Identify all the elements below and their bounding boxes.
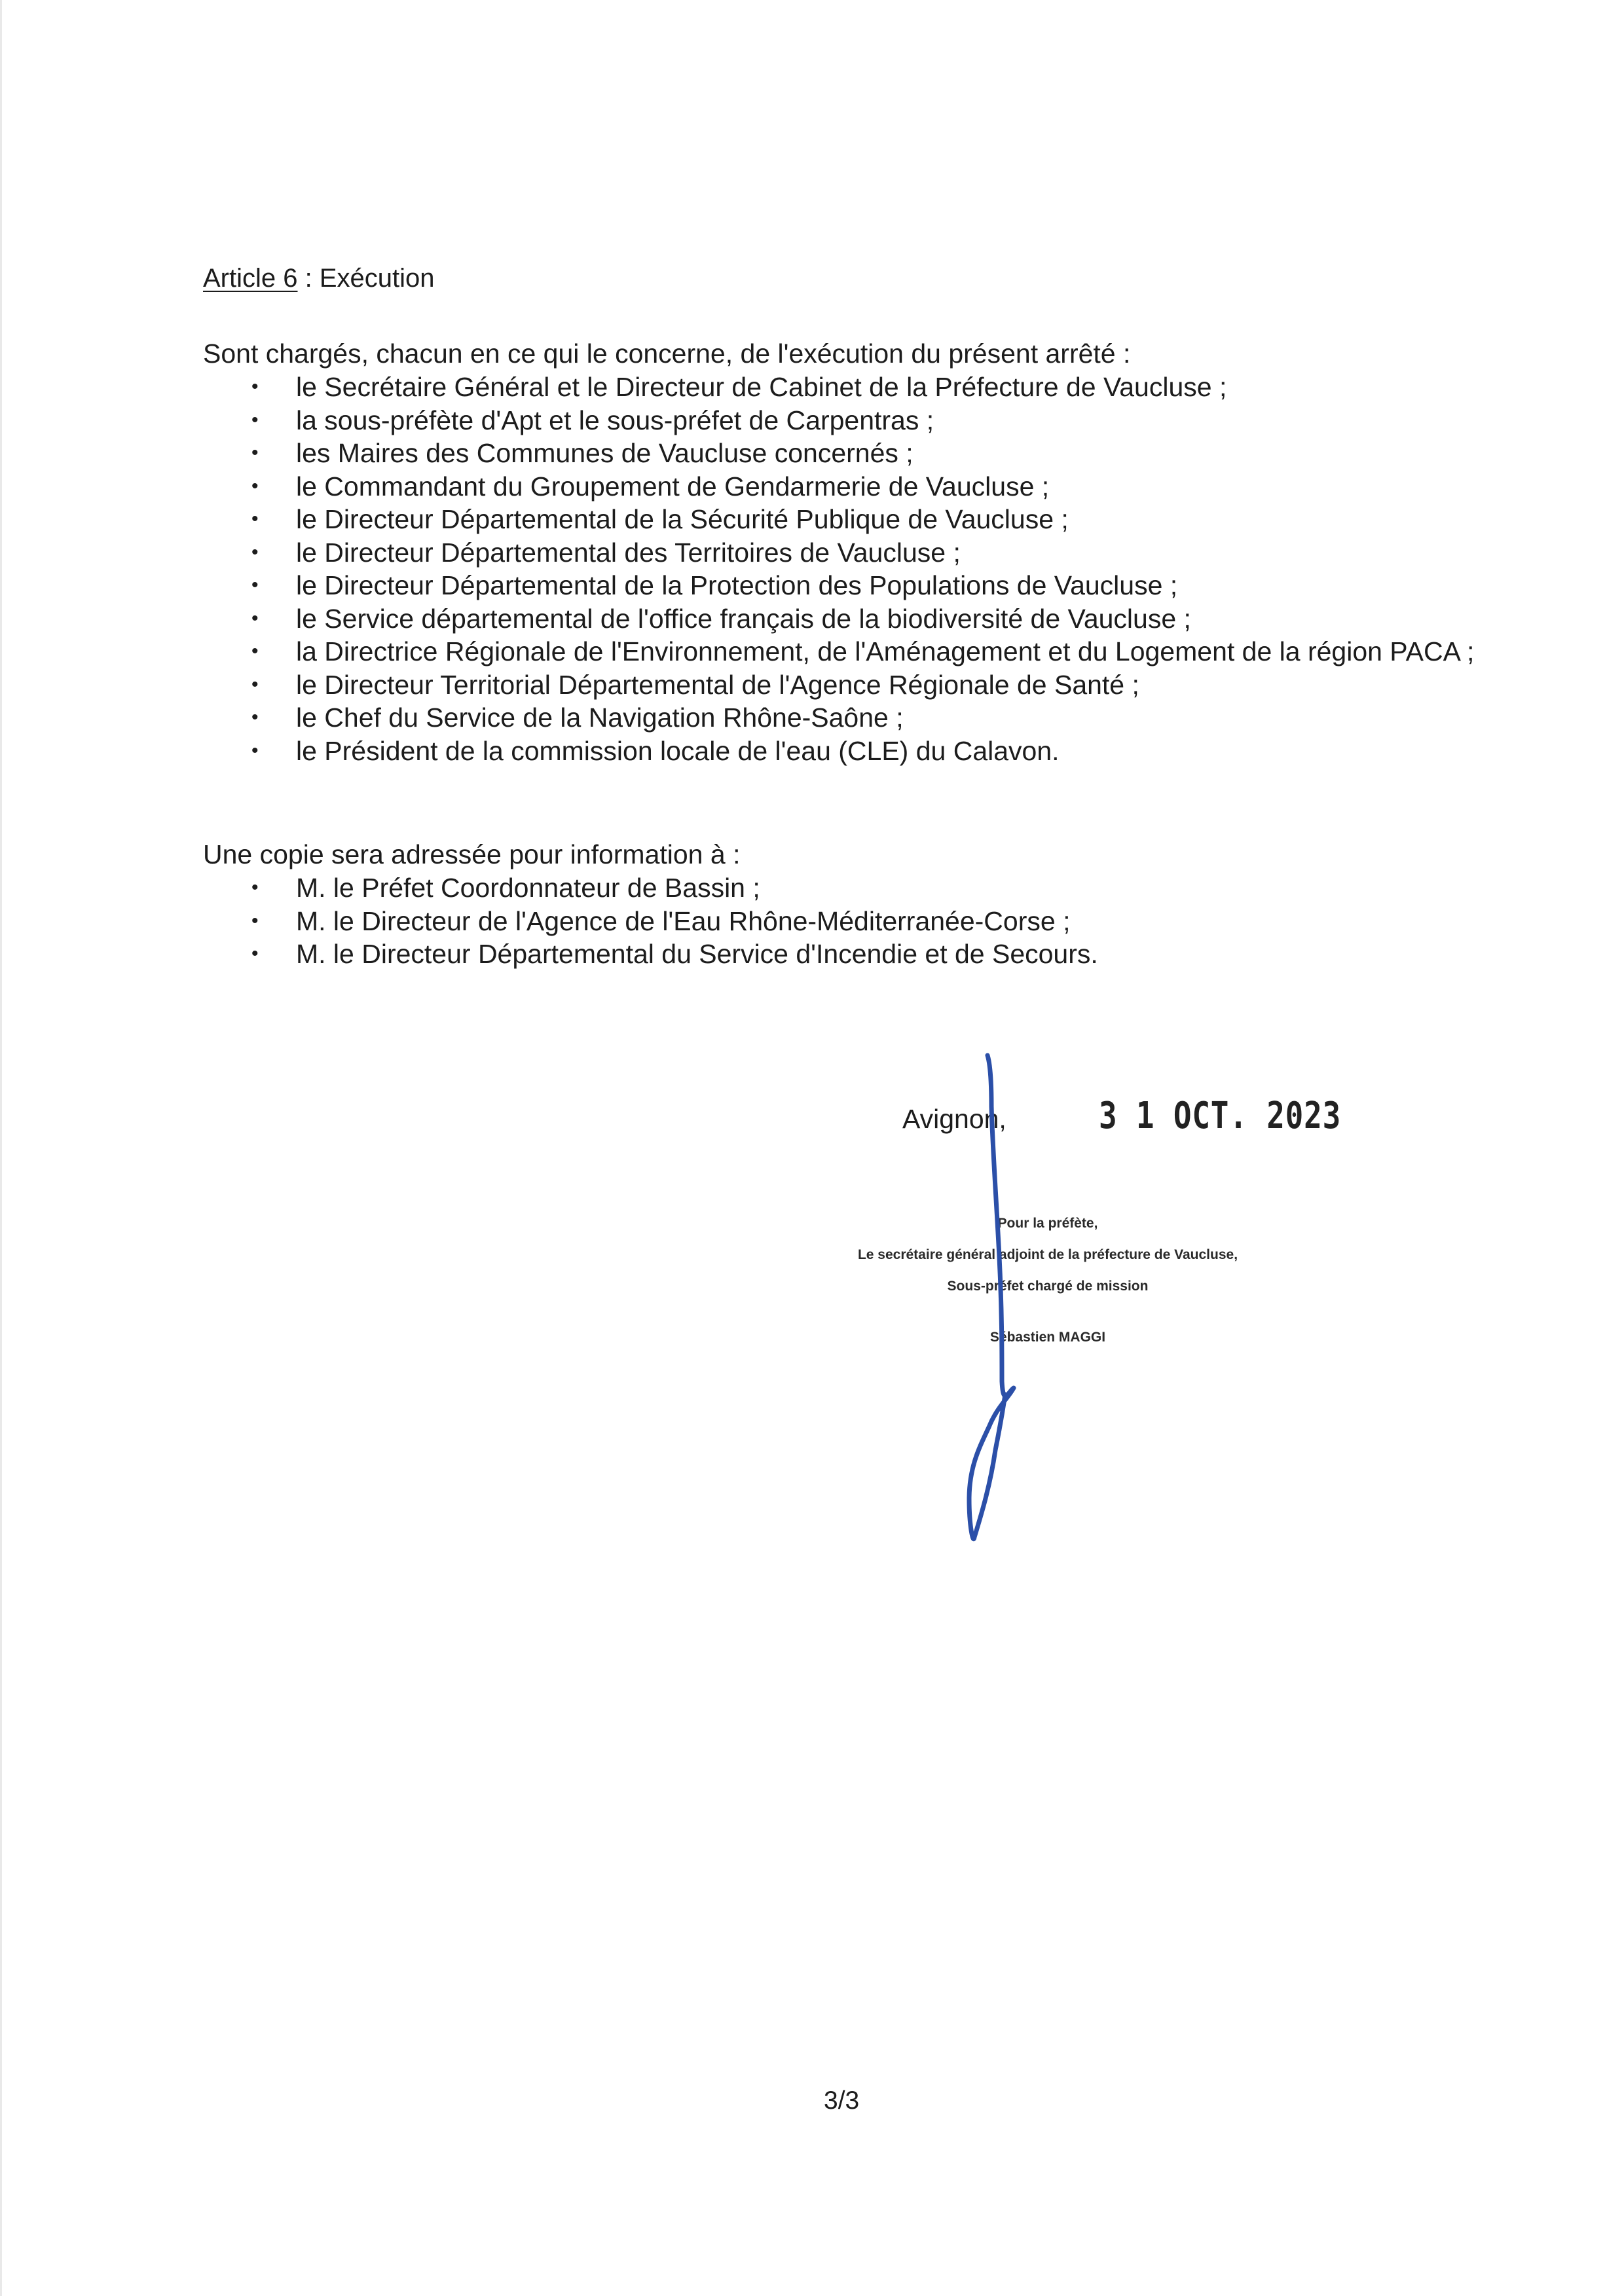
signature-block	[720, 1208, 1375, 1353]
bullet-icon: •	[251, 673, 259, 695]
list-item: • le Président de la commission locale de l'eau (CLE) du Calavon.	[0, 735, 1504, 768]
signature-line-1: Pour la préfète,	[997, 1216, 1098, 1231]
list-item: • la sous-préfète d'Apt et le sous-préfet de Carpentras ;	[0, 404, 1504, 437]
execution-intro: Sont chargés, chacun en ce qui le concerne, de l'exécution du présent arrêté :	[203, 338, 1131, 369]
bullet-icon: •	[251, 475, 259, 497]
list-item: • le Secrétaire Général et le Directeur de Cabinet de la Préfecture de Vaucluse ;	[0, 371, 1504, 404]
signatory-name: Sébastien MAGGI	[989, 1330, 1106, 1345]
list-item: • M. le Préfet Coordonnateur de Bassin ;	[0, 871, 1098, 905]
article-separator: :	[297, 264, 320, 293]
list-item: • le Directeur Territorial Départemental de l'Agence Régionale de Santé ;	[0, 668, 1504, 702]
list-item: • le Service départemental de l'office français de la biodiversité de Vaucluse ;	[0, 602, 1504, 636]
list-item: • le Chef du Service de la Navigation Rhône-Saône ;	[0, 701, 1504, 735]
place: Avignon,	[902, 1104, 1006, 1134]
article-label: Article 6	[203, 264, 298, 293]
list-item: • le Directeur Départemental de la Protection des Populations de Vaucluse ;	[0, 569, 1504, 602]
bullet-icon: •	[251, 442, 259, 464]
list-item: • le Directeur Départemental des Territoires de Vaucluse ;	[0, 536, 1504, 570]
list-item: • les Maires des Communes de Vaucluse concernés ;	[0, 437, 1504, 470]
bullet-icon: •	[251, 909, 259, 932]
list-item: • le Directeur Départemental de la Sécurité Publique de Vaucluse ;	[0, 503, 1504, 536]
bullet-icon: •	[251, 376, 259, 397]
execution-list	[0, 371, 1504, 767]
article-heading	[203, 262, 435, 295]
bullet-icon: •	[251, 739, 259, 761]
article-title: Exécution	[319, 264, 435, 293]
bullet-icon: •	[251, 541, 259, 563]
bullet-icon: •	[251, 706, 259, 728]
list-item: • M. le Directeur Départemental du Service d'Incendie et de Secours.	[0, 938, 1098, 971]
scan-edge	[0, 0, 2, 2296]
bullet-icon: •	[251, 574, 259, 596]
list-item: • M. le Directeur de l'Agence de l'Eau Rhône-Méditerranée-Corse ;	[0, 905, 1098, 938]
bullet-icon: •	[251, 640, 259, 662]
copy-list	[0, 871, 1098, 971]
page-number: 3/3	[824, 2086, 860, 2115]
date-stamp: 3 1 OCT. 2023	[1099, 1095, 1342, 1137]
list-item: • la Directrice Régionale de l'Environnement, de l'Aménagement et du Logement de la région PACA ;	[0, 635, 1504, 668]
list-item: • le Commandant du Groupement de Gendarmerie de Vaucluse ;	[0, 470, 1504, 503]
bullet-icon: •	[251, 607, 259, 629]
bullet-icon: •	[251, 943, 259, 964]
signature-line-2: Le secrétaire général adjoint de la préfecture de Vaucluse,	[857, 1247, 1238, 1262]
signature-line-3: Sous-préfet chargé de mission	[947, 1279, 1149, 1294]
bullet-icon: •	[251, 409, 259, 431]
bullet-icon: •	[251, 508, 259, 530]
copy-intro: Une copie sera adressée pour information à :	[203, 839, 741, 869]
bullet-icon: •	[251, 877, 259, 898]
